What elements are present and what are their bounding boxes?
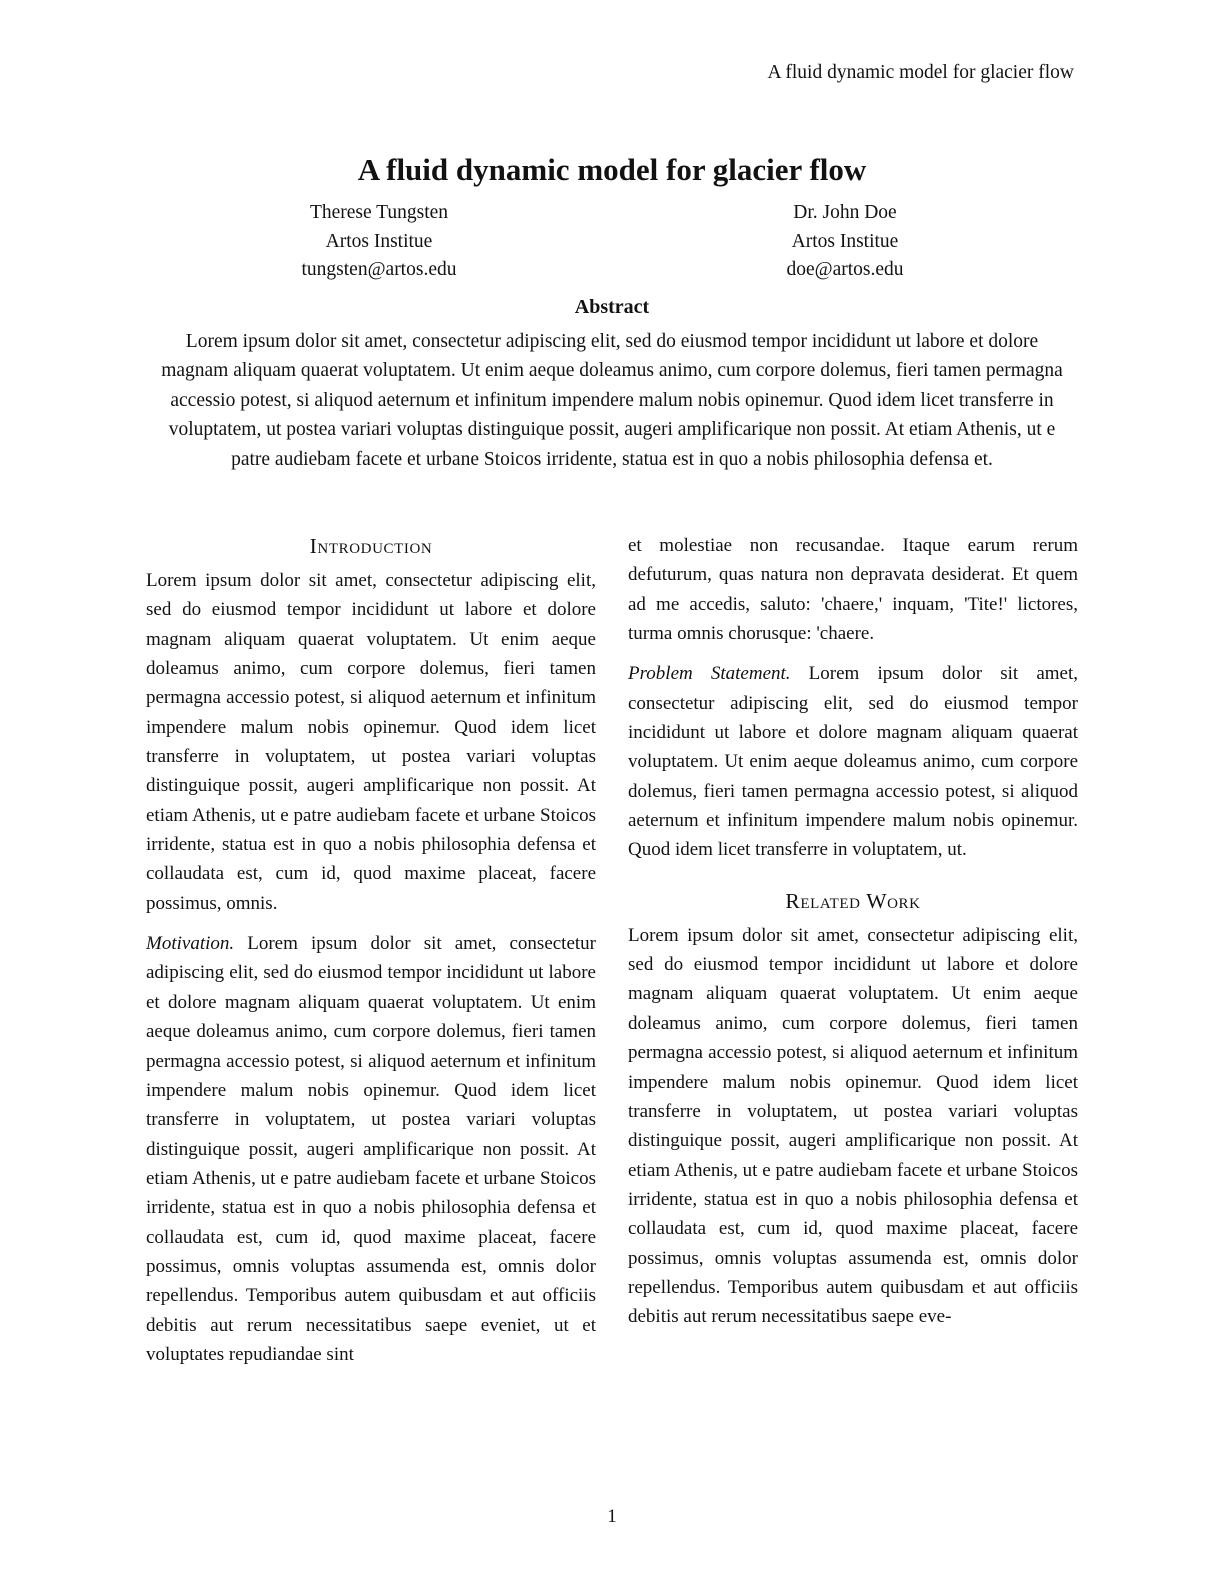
section-heading-related-work: Related Work xyxy=(785,888,921,913)
problem-statement-runin-label: Problem Statement. xyxy=(628,663,791,685)
paper-title: A fluid dynamic model for glacier flow xyxy=(357,151,867,187)
related-work-paragraph: Lorem ipsum dolor sit amet, consectetur adipiscing elit, sed do eiusmod tempor incididunt ut labore et dolore magnam aliquam quaerat voluptatem. Ut enim aeque doleamus animo, cum corpore dolemus, fieri tamen permagna accessio potest, si aliquod aeternum et infinitum impendere malum nobis opinemur. Quod idem licet transferre in voluptatem, ut postea variari voluptas distinguique possit, augeri amplificarique non possit. At etiam Athenis, ut e patre audiebam facete et urbane Stoicos irridente, statua est in quo a nobis philosophia defensa et collaudata est, cum id, quod maxime placeat, facere possimus, omnis voluptas assumenda est, omnis dolor repellendus. Temporibus autem quibusdam et aut officiis debitis aut rerum necessitatibus saepe eve- xyxy=(628,924,1078,1328)
motivation-paragraph-text: Lorem ipsum dolor sit amet, consectetur adipiscing elit, sed do eiusmod tempor incididunt ut labore et dolore magnam aliquam quaerat voluptatem. Ut enim aeque doleamus animo, cum corpore dolemus, fieri tamen permagna accessio potest, si aliquod aeternum et infinitum impendere malum nobis opinemur. Quod idem licet transferre in voluptatem, ut postea variari voluptas distinguique possit, augeri amplificarique non possit. At etiam Athenis, ut e patre audiebam facete et urbane Stoicos irridente, statua est in quo a nobis philosophia defensa et collaudata est, cum id, quod maxime placeat, facere possimus, omnis voluptas assumenda est, omnis dolor repellendus. Temporibus autem quibusdam et aut officiis debitis aut rerum necessitatibus saepe eveniet, ut et voluptates repudiandae sint xyxy=(146,933,597,1365)
running-header: A fluid dynamic model for glacier flow xyxy=(767,62,1074,83)
author-block-1 xyxy=(146,199,612,285)
abstract-heading: Abstract xyxy=(574,296,650,318)
abstract-text: Lorem ipsum dolor sit amet, consectetur adipiscing elit, sed do eiusmod tempor incididunt ut labore et dolore magnam aliquam quaerat voluptatem. Ut enim aeque doleamus animo, cum corpore dolemus, fieri tamen permagna accessio potest, si aliquod aeternum et infinitum impendere malum nobis opinemur. Quod idem licet transferre in voluptatem, ut postea variari voluptas distinguique possit, augeri amplificarique non possit. At etiam Athenis, ut e patre audiebam facete et urbane Stoicos irridente, statua est in quo a nobis philosophia defensa et. xyxy=(161,331,1063,470)
author-email: tungsten@artos.edu xyxy=(301,259,457,280)
motivation-continuation-paragraph: et molestiae non recusandae. Itaque earum rerum defuturum, quas natura non depravata desiderat. Et quem ad me accedis, saluto: 'chaere,' inquam, 'Tite!' lictores, turma omnis chorusque: 'chaere. xyxy=(628,535,1078,645)
body-columns xyxy=(146,531,1078,1369)
author-affiliation: Artos Institue xyxy=(325,230,433,252)
author-affiliation: Artos Institue xyxy=(791,230,899,252)
authors-block xyxy=(146,199,1078,285)
section-heading-introduction: Introduction xyxy=(309,534,433,558)
motivation-runin-label: Motivation. xyxy=(146,933,235,955)
motivation-paragraph xyxy=(146,929,596,1369)
problem-statement-paragraph xyxy=(628,659,1078,864)
page-number: 1 xyxy=(607,1506,617,1527)
author-name: Dr. John Doe xyxy=(793,202,897,223)
problem-statement-paragraph-text: Lorem ipsum dolor sit amet, consectetur adipiscing elit, sed do eiusmod tempor incididunt ut labore et dolore magnam aliquam quaerat voluptatem. Ut enim aeque doleamus animo, cum corpore dolemus, fieri tamen permagna accessio potest, si aliquod aeternum et infinitum impendere malum nobis opinemur. Quod idem licet transferre in voluptatem, ut. xyxy=(628,663,1079,861)
column-right xyxy=(628,531,1078,1369)
introduction-paragraph: Lorem ipsum dolor sit amet, consectetur adipiscing elit, sed do eiusmod tempor incididunt ut labore et dolore magnam aliquam quaerat voluptatem. Ut enim aeque doleamus animo, cum corpore dolemus, fieri tamen permagna accessio potest, si aliquod aeternum et infinitum impendere malum nobis opinemur. Quod idem licet transferre in voluptatem, ut postea variari voluptas distinguique possit, augeri amplificarique non possit. At etiam Athenis, ut e patre audiebam facete et urbane Stoicos irridente, statua est in quo a nobis philosophia defensa et collaudata est, cum id, quod maxime placeat, facere possimus, omnis. xyxy=(146,570,596,914)
column-left xyxy=(146,531,596,1369)
author-email: doe@artos.edu xyxy=(786,259,904,280)
author-name: Therese Tungsten xyxy=(309,202,449,223)
author-block-2 xyxy=(612,199,1078,285)
